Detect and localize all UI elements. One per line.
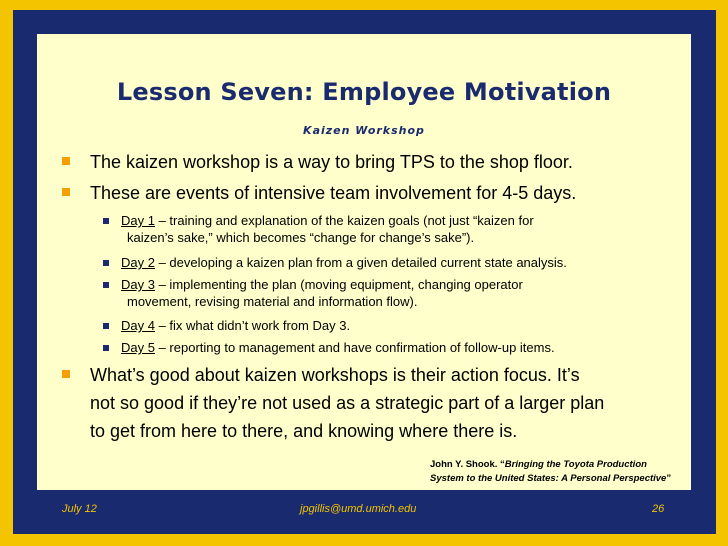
square-bullet-icon [103,218,109,224]
citation-author: John Y. Shook. “ [430,459,505,470]
square-bullet-icon [103,323,109,329]
footer-email: jpgillis@umd.umich.edu [300,503,417,515]
day-text-cont: kaizen’s sake,” which becomes “change for change’s sake”). [127,230,475,245]
day-text-cont: movement, revising material and information flow). [127,294,418,309]
day-label: Day 1 [121,213,155,228]
square-bullet-icon [62,157,70,165]
day-label: Day 5 [121,340,155,355]
citation-book-1: Bringing the Toyota Production [504,459,647,470]
day-label: Day 2 [121,255,155,270]
day-text: – reporting to management and have confirmation of follow-up items. [158,340,555,355]
day-text: – training and explanation of the kaizen goals (not just “kaizen for [158,213,534,228]
bullet-text-line-1: What’s good about kaizen workshops is their action focus. It’s [90,365,580,385]
footer-page-number: 26 [652,503,665,515]
day-label: Day 3 [121,277,155,292]
day-label: Day 4 [121,318,155,333]
square-bullet-icon [103,260,109,266]
bullet-text-line-3: to get from here to there, and knowing where there is. [90,421,518,441]
citation-book-2: System to the United States: A Personal Perspective [430,473,667,484]
day-text: – implementing the plan (moving equipment, changing operator [158,277,523,292]
square-bullet-icon [103,282,109,288]
square-bullet-icon [103,345,109,351]
footer-date: July 12 [62,503,97,515]
citation-close: ” [666,473,672,484]
day-text: – developing a kaizen plan from a given detailed current state analysis. [158,255,567,270]
bullet-text: The kaizen workshop is a way to bring TPS to the shop floor. [90,152,573,172]
day-text: – fix what didn’t work from Day 3. [158,318,351,333]
bullet-text-line-2: not so good if they’re not used as a strategic part of a larger plan [90,393,605,413]
bullet-3 [62,362,682,446]
square-bullet-icon [62,370,70,378]
slide-subtitle: Kaizen Workshop [303,124,425,137]
bullet-text: These are events of intensive team involvement for 4-5 days. [90,183,577,203]
slide-title: Lesson Seven: Employee Motivation [116,78,612,106]
citation [430,458,671,486]
square-bullet-icon [62,188,70,196]
